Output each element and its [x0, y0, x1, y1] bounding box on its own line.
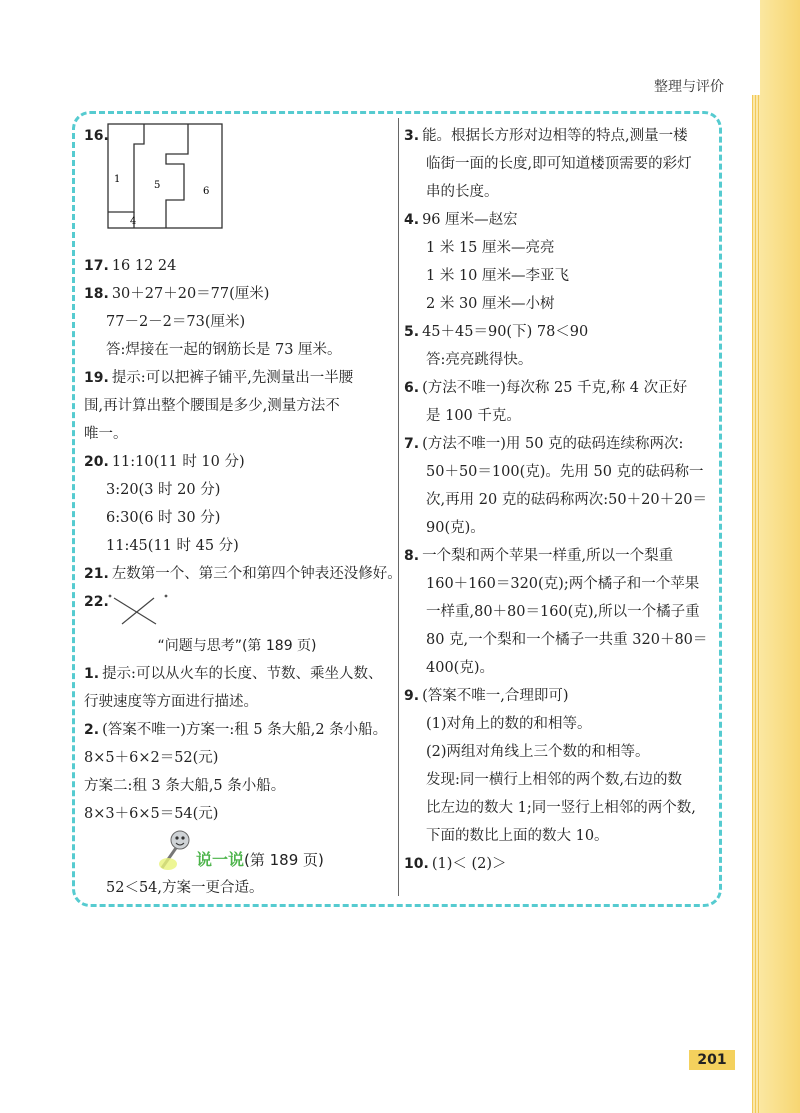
shuo-yi-shuo-label: 说一说(第 189 页): [196, 850, 324, 869]
w1-line-2: 行驶速度等方面进行描述。: [84, 694, 258, 710]
q22-item: [84, 588, 390, 632]
q20-line-4: 11:45(11 时 45 分): [106, 538, 239, 554]
r5-item: 5. 45＋45＝90(下) 78＜90: [404, 324, 589, 340]
q20-line-2: 3:20(3 时 20 分): [106, 482, 221, 498]
section-label: 整理与评价: [654, 79, 724, 95]
q17-item: 17. 16 12 24: [84, 258, 177, 274]
q16-item: [84, 122, 390, 252]
r9-line-3: (2)两组对角线上三个数的和相等。: [426, 744, 650, 760]
r4-line-4: 2 米 30 厘米—小树: [426, 296, 555, 312]
r8-line-3: 一样重,80＋80＝160(克),所以一个橘子重: [426, 604, 700, 620]
q18-item: 18. 30＋27＋20＝77(厘米): [84, 286, 270, 302]
q20-line-3: 6:30(6 时 30 分): [106, 510, 221, 526]
q19-line-3: 唯一。: [84, 426, 128, 442]
r3-item: 3. 能。根据长方形对边相等的特点,测量一楼: [404, 128, 688, 144]
r9-find-1: 发现:同一横行上相邻的两个数,右边的数: [426, 772, 682, 788]
r4-line-3: 1 米 10 厘米—李亚飞: [426, 268, 570, 284]
r7-line-2: 50＋50＝100(克)。先用 50 克的砝码称一: [426, 464, 704, 480]
w2-line-3: 方案二:租 3 条大船,5 条小船。: [84, 778, 286, 794]
region-label-1: 1: [114, 174, 121, 185]
q22-number: 22.: [84, 594, 109, 610]
r7-line-3: 次,再用 20 克的砝码称两次:50＋20＋20＝: [426, 492, 708, 508]
column-divider: [398, 118, 399, 896]
right-column: [404, 122, 714, 878]
microphone-mascot-icon: [154, 828, 198, 872]
q19-item: 19. 提示:可以把裤子铺平,先测量出一半腰: [84, 370, 354, 386]
page-edge-decoration: [760, 0, 800, 1113]
r4-line-2: 1 米 15 厘米—亮亮: [426, 240, 555, 256]
q22-matching-lines: [106, 592, 176, 628]
r8-line-4: 80 克,一个梨和一个橘子一共重 320＋80＝: [426, 632, 708, 648]
region-label-4: 4: [130, 216, 137, 227]
q20-item: 20. 11:10(11 时 10 分): [84, 454, 245, 470]
r8-line-5: 400(克)。: [426, 660, 494, 676]
left-column: [84, 122, 402, 902]
q16-partition-diagram: [106, 122, 226, 232]
q18-answer: 答:焊接在一起的钢筋长是 73 厘米。: [106, 342, 342, 358]
w2-item: 2. (答案不唯一)方案一:租 5 条大船,2 条小船。: [84, 722, 388, 738]
wenti-section-title: “问题与思考”(第 189 页): [157, 638, 317, 654]
q21-item: 21. 左数第一个、第三个和第四个钟表还没修好。: [84, 566, 402, 582]
r7-item: 7. (方法不唯一)用 50 克的砝码连续称两次:: [404, 436, 684, 452]
r7-line-4: 90(克)。: [426, 520, 485, 536]
q18-line-2: 77－2－2＝73(厘米): [106, 314, 246, 330]
r9-find-2: 比左边的数大 1;同一竖行上相邻的两个数,: [426, 800, 696, 816]
region-label-5: 5: [154, 180, 161, 191]
w2-line-4: 8×3＋6×5＝54(元): [84, 806, 219, 822]
r6-line-2: 是 100 千克。: [426, 408, 521, 424]
r4-item: 4. 96 厘米—赵宏: [404, 212, 518, 228]
r9-line-2: (1)对角上的数的和相等。: [426, 716, 592, 732]
q19-line-2: 围,再计算出整个腰围是多少,测量方法不: [84, 398, 340, 414]
r9-item: 9. (答案不唯一,合理即可): [404, 688, 569, 704]
shuo-yi-shuo-heading: [84, 828, 390, 874]
r3-line-3: 串的长度。: [426, 184, 499, 200]
r8-line-2: 160＋160＝320(克);两个橘子和一个苹果: [426, 576, 700, 592]
page-number: 201: [689, 1050, 735, 1070]
r3-line-2: 临街一面的长度,即可知道楼顶需要的彩灯: [426, 156, 692, 172]
r9-find-3: 下面的数比上面的数大 10。: [426, 828, 609, 844]
r6-item: 6. (方法不唯一)每次称 25 千克,称 4 次正好: [404, 380, 688, 396]
q16-number: 16.: [84, 128, 109, 144]
r10-item: 10. (1)＜ (2)＞: [404, 856, 507, 872]
r5-answer: 答:亮亮跳得快。: [426, 352, 533, 368]
r8-item: 8. 一个梨和两个苹果一样重,所以一个梨重: [404, 548, 674, 564]
conclusion-line: 52＜54,方案一更合适。: [106, 880, 264, 896]
w2-line-2: 8×5＋6×2＝52(元): [84, 750, 219, 766]
region-label-6: 6: [203, 186, 210, 197]
w1-item: 1. 提示:可以从火车的长度、节数、乘坐人数、: [84, 666, 383, 682]
